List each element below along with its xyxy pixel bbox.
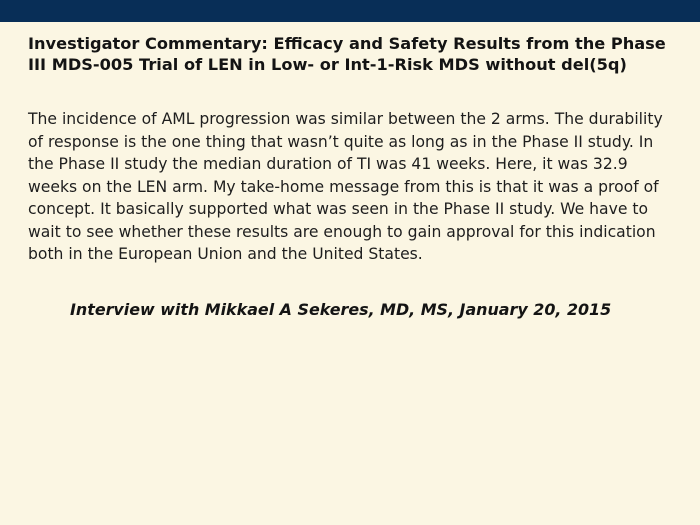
slide-title: Investigator Commentary: Efficacy and Safety Results from the Phase III MDS-005 Trial of LEN in Low- or Int-1-Risk MDS without del(5q) xyxy=(28,34,666,74)
interview-attribution: Interview with Mikkael A Sekeres, MD, MS, January 20, 2015 xyxy=(70,300,612,319)
header-bar xyxy=(0,0,700,22)
commentary-text: The incidence of AML progression was similar between the 2 arms. The durability of response is the one thing that wasn’t quite as long as in the Phase II study. In the Phase II study the median duration of TI was 41 weeks. Here, it was 32.9 weeks on the LEN arm. My take-home message from this is that it was a proof of concept. It basically supported what was seen in the Phase II study. We have to wait to see whether these results are enough to gain approval for this indication both in the European Union and the United States. xyxy=(28,110,663,263)
